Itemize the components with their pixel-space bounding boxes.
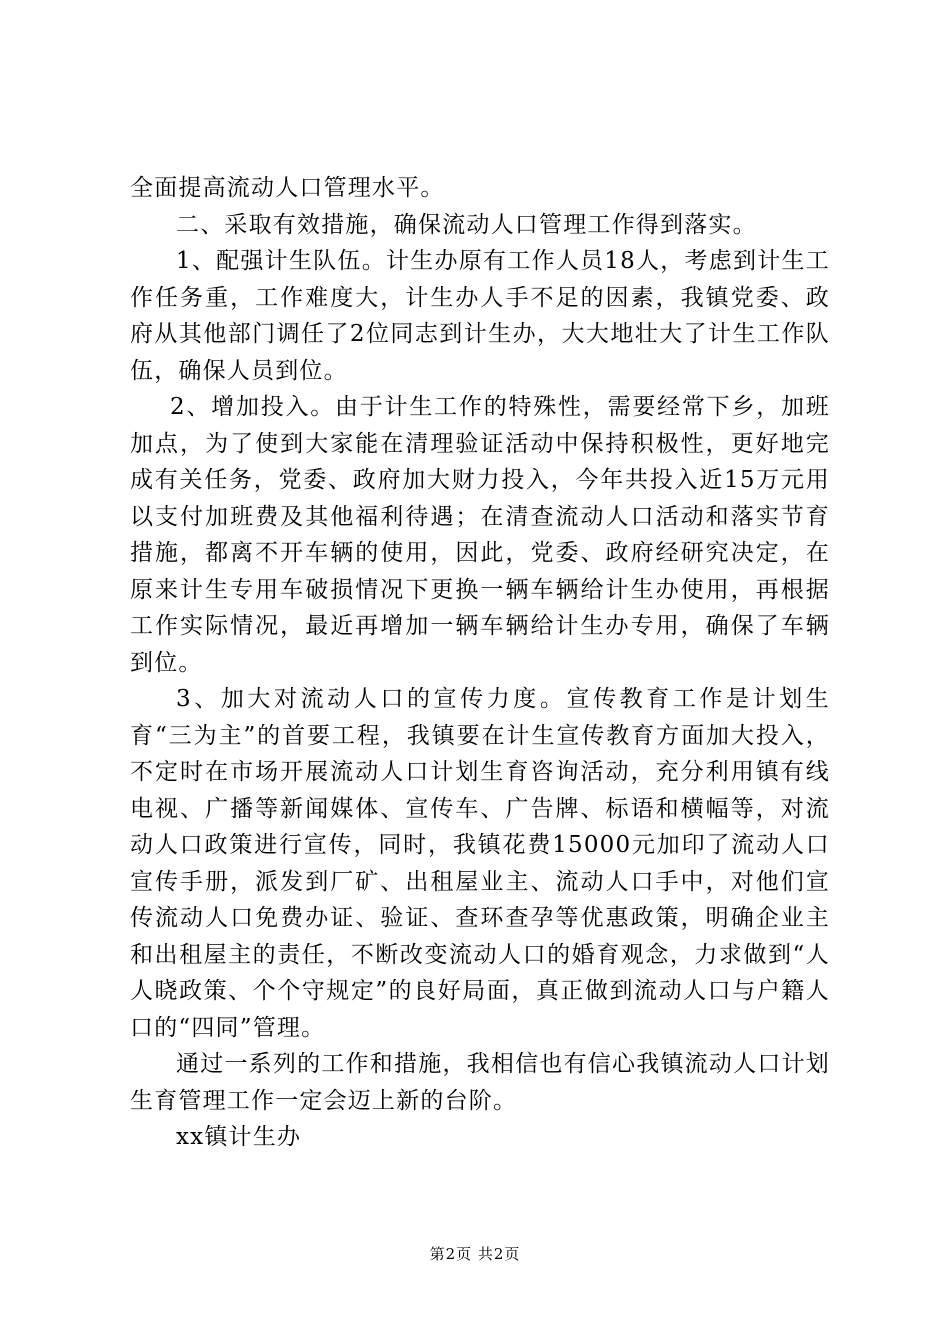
paragraph-item-1: 1、配强计生队伍。计生办原有工作人员18人，考虑到计生工作任务重，工作难度大，计生办人手不足的因素，我镇党委、政府从其他部门调任了2位同志到计生办，大大地壮大了计生工作队伍，确保人员到位。	[130, 248, 830, 384]
paragraph-item-2: 2、增加投入。由于计生工作的特殊性，需要经常下乡，加班加点，为了使到大家能在清理验证活动中保持积极性，更好地完成有关任务，党委、政府加大财力投入，今年共投入近15万元用以支付加班费及其他福利待遇；在清查流动人口活动和落实节育措施，都离不开车辆的使用，因此，党委、政府经研究决定，在原来计生专用车破损情况下更换一辆车辆给计生办使用，再根据工作实际情况，最近再增加一辆车辆给计生办专用，确保了车辆到位。	[130, 394, 830, 676]
paragraph-continuation: 全面提高流动人口管理水平。	[130, 175, 445, 201]
page-number-label: 第2页 共2页	[429, 1245, 521, 1263]
document-body	[130, 170, 830, 1156]
paragraph-conclusion: 通过一系列的工作和措施，我相信也有信心我镇流动人口计划生育管理工作一定会迈上新的台阶。	[130, 1051, 830, 1114]
page-footer	[0, 1243, 950, 1264]
signature: xx镇计生办	[176, 1124, 302, 1150]
paragraph-item-3: 3、加大对流动人口的宣传力度。宣传教育工作是计划生育“三为主”的首要工程，我镇要在计生宣传教育方面加大投入，不定时在市场开展流动人口计划生育咨询活动，充分利用镇有线电视、广播等新闻媒体、宣传车、广告牌、标语和横幅等，对流动人口政策进行宣传，同时，我镇花费15000元加印了流动人口宣传手册，派发到厂矿、出租屋业主、流动人口手中，对他们宣传流动人口免费办证、验证、查环查孕等优惠政策，明确企业主和出租屋主的责任，不断改变流动人口的婚育观念，力求做到“人人晓政策、个个守规定”的良好局面，真正做到流动人口与户籍人口的“四同”管理。	[130, 686, 830, 1041]
paragraph-section-heading: 二、采取有效措施，确保流动人口管理工作得到落实。	[176, 211, 757, 238]
